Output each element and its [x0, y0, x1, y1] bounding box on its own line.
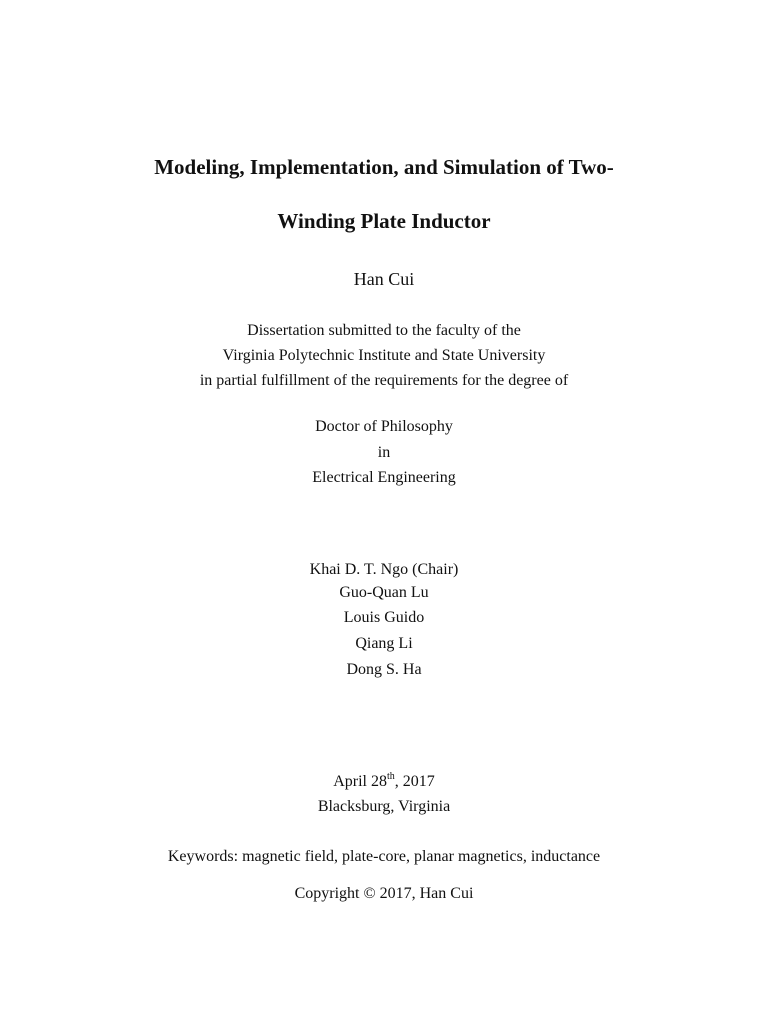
submission-line-1: Dissertation submitted to the faculty of the: [247, 322, 521, 339]
date-year: , 2017: [394, 773, 435, 790]
author-name: Han Cui: [353, 269, 415, 289]
degree-field: Electrical Engineering: [312, 469, 456, 486]
date-ordinal-suffix: th: [387, 770, 395, 782]
title-line-1: Modeling, Implementation, and Simulation of Two-: [154, 155, 614, 179]
committee-member: Qiang Li: [355, 635, 413, 652]
title-line-2: Winding Plate Inductor: [277, 209, 491, 233]
submission-line-3: in partial fulfillment of the requirements for the degree of: [199, 372, 569, 389]
committee-member: Dong S. Ha: [346, 661, 422, 678]
keywords: Keywords: magnetic field, plate-core, planar magnetics, inductance: [167, 848, 601, 865]
committee-member: Guo-Quan Lu: [339, 584, 429, 601]
submission-date: [0, 772, 768, 792]
committee-member: Louis Guido: [343, 609, 425, 626]
degree-name: Doctor of Philosophy: [315, 418, 453, 435]
copyright: Copyright © 2017, Han Cui: [294, 885, 474, 902]
location: Blacksburg, Virginia: [317, 798, 451, 815]
committee-member: Khai D. T. Ngo (Chair): [309, 561, 459, 578]
submission-line-2: Virginia Polytechnic Institute and State University: [222, 347, 546, 364]
degree-in: in: [377, 444, 391, 461]
date-month-day: April 28: [333, 773, 387, 790]
